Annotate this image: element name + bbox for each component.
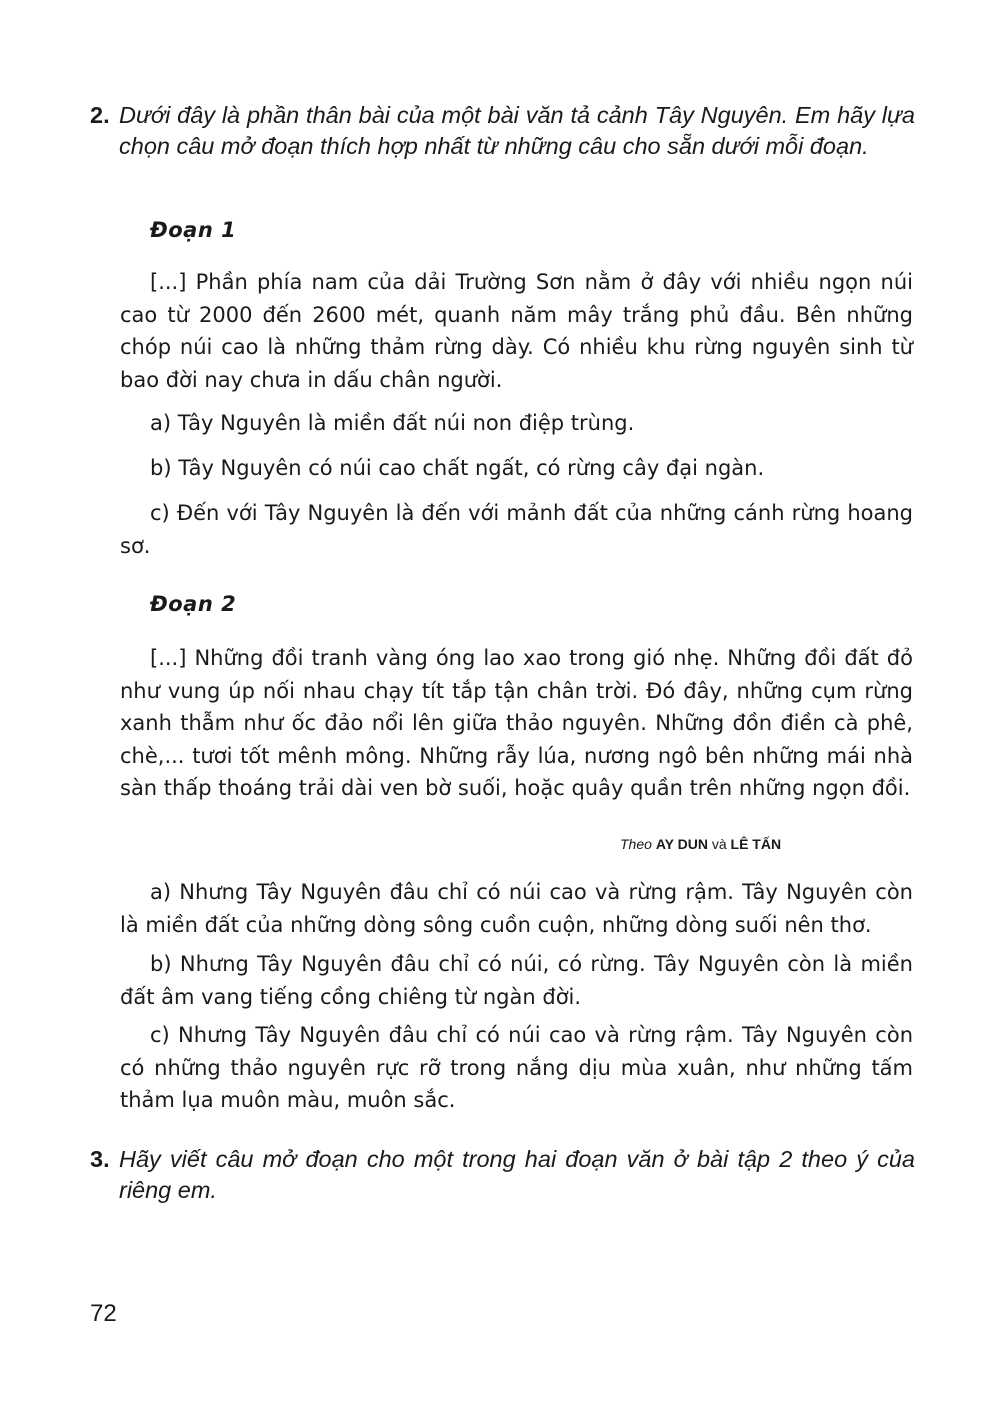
source-attribution <box>620 836 781 852</box>
exercise-3 <box>90 1144 915 1206</box>
exercise-3-prompt: Hãy viết câu mở đoạn cho một trong hai đoạn văn ở bài tập 2 theo ý của riêng em. <box>119 1146 915 1203</box>
section-2-heading: Đoạn 2 <box>150 592 237 616</box>
section-1-passage: [...] Phần phía nam của dải Trường Sơn nằm ở đây với nhiều ngọn núi cao từ 2000 đến 2600 mét, quanh năm mây trắng phủ đầu. Bên những chóp núi cao là những thảm rừng dày. Có nhiều khu rừng nguyên sinh từ bao đời nay chưa in dấu chân người. <box>120 270 913 392</box>
exercise-3-number: 3. <box>90 1146 110 1172</box>
section-1-option-b: b) Tây Nguyên có núi cao chất ngất, có rừng cây đại ngàn. <box>150 456 765 480</box>
section-2-option-a: a) Nhưng Tây Nguyên đâu chỉ có núi cao và rừng rậm. Tây Nguyên còn là miền đất của những dòng sông cuồn cuộn, những dòng suối nên thơ. <box>120 880 913 937</box>
source-author-1: AY DUN <box>655 836 708 852</box>
exercise-2-prompt: Dưới đây là phần thân bài của một bài văn tả cảnh Tây Nguyên. Em hãy lựa chọn câu mở đoạn thích hợp nhất từ những câu cho sẵn dưới mỗi đoạn. <box>119 102 915 159</box>
source-conjunction: và <box>711 836 727 852</box>
source-prefix: Theo <box>620 836 652 852</box>
section-2-option-b: b) Nhưng Tây Nguyên đâu chỉ có núi, có rừng. Tây Nguyên còn là miền đất âm vang tiếng cồng chiêng từ ngàn đời. <box>120 952 913 1009</box>
section-2-option-c: c) Nhưng Tây Nguyên đâu chỉ có núi cao và rừng rậm. Tây Nguyên còn có những thảo nguyên rực rỡ trong nắng dịu mùa xuân, như những tấm thảm lụa muôn màu, muôn sắc. <box>120 1023 913 1112</box>
section-2-passage: [...] Những đồi tranh vàng óng lao xao trong gió nhẹ. Những đồi đất đỏ như vung úp nối nhau chạy tít tắp tận chân trời. Đó đây, những cụm rừng xanh thẫm như ốc đảo nổi lên giữa thảo nguyên. Những đồn điền cà phê, chè,... tươi tốt mênh mông. Những rẫy lúa, nương ngô bên những mái nhà sàn thấp thoáng trải dài ven bờ suối, hoặc quây quần trên những ngọn đồi. <box>120 646 913 800</box>
section-1-heading: Đoạn 1 <box>150 218 237 242</box>
exercise-2-number: 2. <box>90 102 110 128</box>
page-number: 72 <box>90 1300 117 1327</box>
source-author-2: LÊ TẤN <box>730 836 782 852</box>
section-1-option-c: c) Đến với Tây Nguyên là đến với mảnh đất của những cánh rừng hoang sơ. <box>120 501 913 558</box>
exercise-2 <box>90 100 915 162</box>
section-1-option-a: a) Tây Nguyên là miền đất núi non điệp trùng. <box>150 411 635 435</box>
